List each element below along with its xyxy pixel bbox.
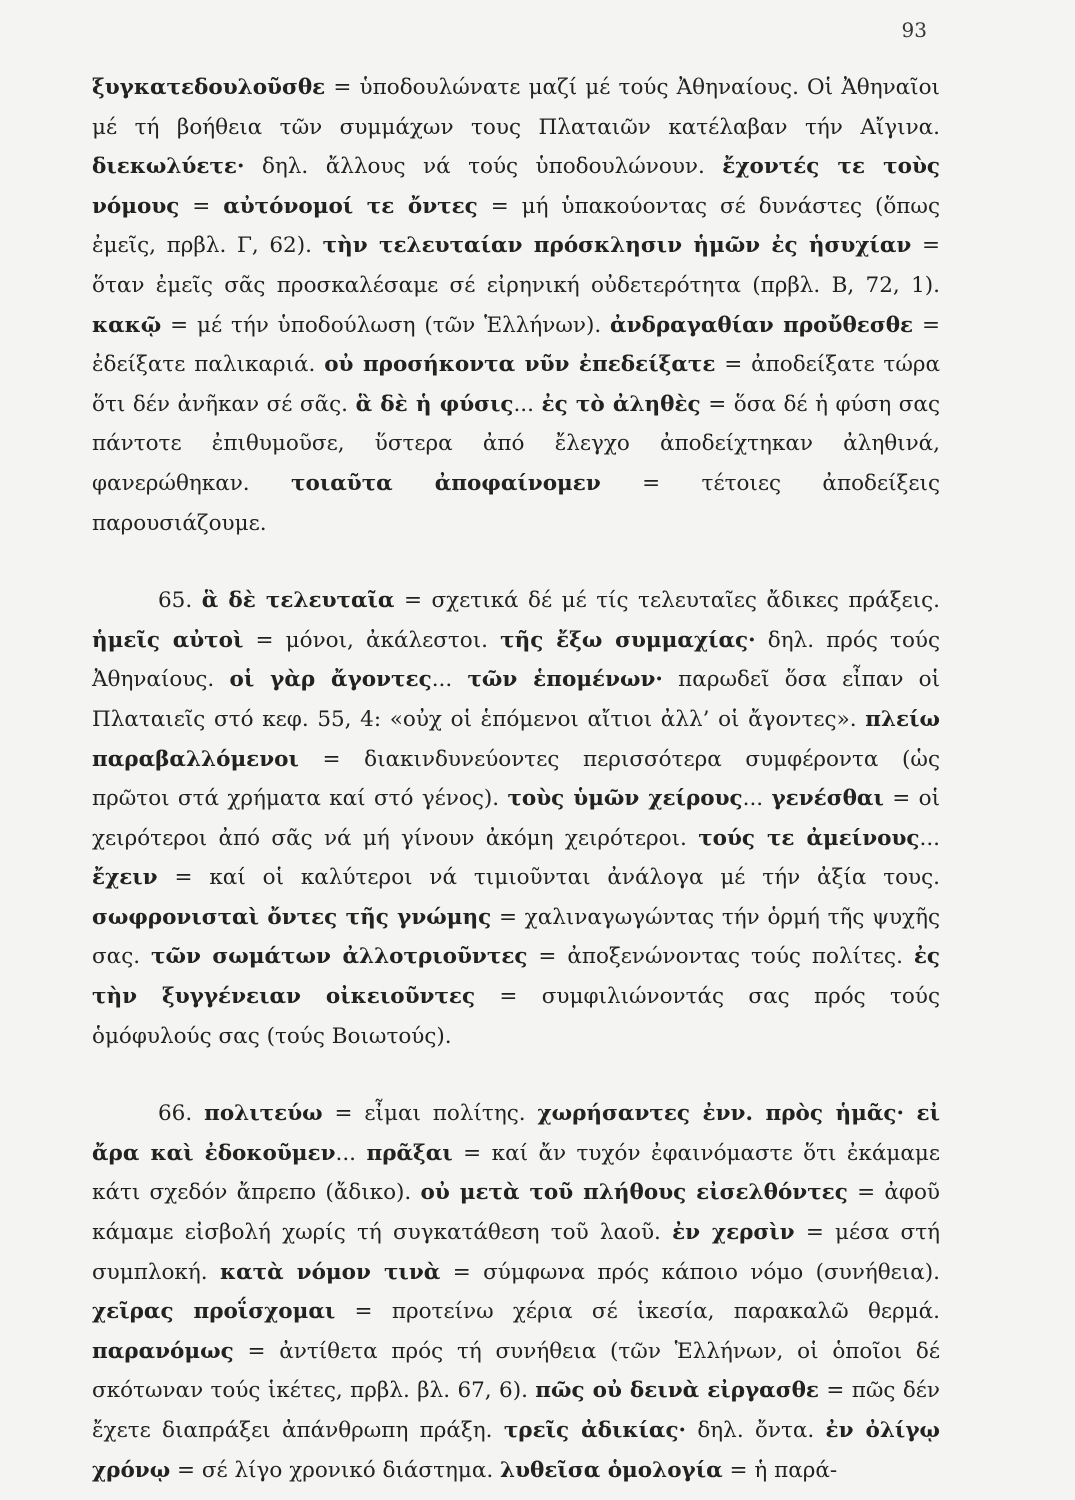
lemma-term: πῶς οὐ δεινὰ εἰργασθε <box>535 1378 819 1404</box>
gloss-text: = ὑποδουλώνατε μαζί μέ τούς Ἀθηναίους. Οἱ Ἀθηναῖοι μέ τή βοήθεια τῶν συμμάχων τους Πλαταιῶν κατέλαβαν τήν Αἴγινα. <box>92 75 940 140</box>
lemma-term: αὐτόνομοί τε ὄντες <box>223 193 478 219</box>
lemma-term: ἀνδραγαθίαν προὔθεσθε <box>610 312 914 338</box>
lemma-term: ἃ δὲ ἡ φύσις <box>355 391 514 417</box>
lemma-term: ἡμεῖς αὐτοὶ <box>92 627 244 653</box>
lemma-term: ἔχοντές τε τοὺς νόμους <box>92 154 940 219</box>
lemma-term: κατὰ νόμον τινὰ <box>219 1259 441 1285</box>
gloss-text: = ἀφοῦ κάμαμε εἰσβολή χωρίς τή συγκατάθεση τοῦ λαοῦ. <box>92 1180 940 1246</box>
paragraph <box>92 1094 940 1490</box>
lemma-term: κακῷ <box>92 312 162 338</box>
lemma-term: τὴν τελευταίαν πρόσκλησιν ἡμῶν ἐς ἡσυχίαν <box>322 233 912 259</box>
gloss-text: ... <box>919 825 940 851</box>
lemma-term: πολιτεύω <box>204 1101 323 1127</box>
gloss-text: = ὅσα δέ ἡ φύση σας πάντοτε ἐπιθυμοῦσε, ὕστερα ἀπό ἔλεγχο ἀποδείχτηκαν ἀληθινά, φανερώθηκαν. <box>92 391 940 496</box>
gloss-text: = σύμφωνα πρός κάποιο νόμο (συνήθεια). <box>440 1259 940 1285</box>
paragraph-gap <box>92 543 940 581</box>
lemma-term: χεῖρας προΐσχομαι <box>92 1299 336 1325</box>
lemma-term: ἐν ὀλίγῳ χρόνῳ <box>92 1418 940 1483</box>
lemma-term: τούς τε ἀμείνους <box>698 825 920 851</box>
gloss-text: = τέτοιες ἀποδείξεις παρουσιάζουμε. <box>92 470 940 536</box>
gloss-text: ... <box>513 391 542 417</box>
gloss-text: = ἡ παρά- <box>722 1457 838 1483</box>
page-number: 93 <box>901 18 927 42</box>
lemma-term: διεκωλύετε· <box>92 154 245 180</box>
gloss-text: = <box>179 193 224 219</box>
gloss-text: = συμφιλιώνοντάς σας πρός τούς ὁμόφυλούς σας (τούς Βοιωτούς). <box>92 984 940 1049</box>
lemma-term: ξυγκατεδουλοῦσθε <box>92 75 326 100</box>
lemma-term: παρανόμως <box>92 1338 234 1364</box>
gloss-text: = μή ὑπακούοντας σέ δυνάστες (ὅπως ἐμεῖς, πρβλ. Γ, 62). <box>92 193 941 259</box>
gloss-text: = εἶμαι πολίτης. <box>322 1101 538 1127</box>
gloss-text: ... <box>742 786 772 812</box>
gloss-text: = ἐδείξατε παλικαριά. <box>92 312 940 378</box>
gloss-text: δηλ. ἄλλους νά τούς ὑποδουλώνουν. <box>244 154 723 180</box>
lemma-term: χωρήσαντες ἐνν. πρὸς ἡμᾶς· εἰ ἄρα καὶ ἐδοκοῦμεν <box>92 1101 941 1166</box>
lemma-term: τοὺς ὑμῶν χείρους <box>507 786 743 812</box>
gloss-text: = χαλιναγωγώντας τήν ὁρμή τῆς ψυχῆς σας. <box>92 904 941 970</box>
gloss-text: = σχετικά δέ μέ τίς τελευταῖες ἄδικες πράξεις. <box>394 588 940 614</box>
gloss-text: δηλ. πρός τούς Ἀθηναίους. <box>92 627 940 693</box>
gloss-text: = μόνοι, ἀκάλεστοι. <box>243 627 501 653</box>
gloss-text: = διακινδυνεύοντες περισσότερα συμφέροντα (ὡς πρῶτοι στά χρήματα καί στό γένος). <box>92 746 940 812</box>
gloss-text: = μέ τήν ὑποδούλωση (τῶν Ἑλλήνων). <box>161 312 611 338</box>
gloss-text: = πῶς δέν ἔχετε διαπράξει ἀπάνθρωπη πράξη. <box>92 1378 941 1443</box>
gloss-text: = καί ἄν τυχόν ἐφαινόμαστε ὅτι ἐκάμαμε κάτι σχεδόν ἄπρεπο (ἄδικο). <box>92 1140 940 1206</box>
lemma-term: λυθεῖσα ὁμολογία <box>500 1457 723 1483</box>
paragraph <box>92 581 940 1056</box>
lemma-term: ἐς τὴν ξυγγένειαν οἰκειοῦντες <box>92 944 941 1010</box>
lemma-term: ἐν χερσὶν <box>672 1220 795 1246</box>
gloss-text: = ἀποδείξατε τώρα ὅτι δέν ἀνῆκαν σέ σᾶς. <box>92 352 941 417</box>
gloss-text: = ὅταν ἐμεῖς σᾶς προσκαλέσαμε σέ εἰρηνική οὐδετερότητα (πρβλ. Β, 72, 1). <box>92 233 940 298</box>
lemma-term: ἐς τὸ ἀληθὲς <box>541 391 701 417</box>
paragraph-gap <box>92 1056 940 1094</box>
lemma-term: πρᾶξαι <box>366 1140 453 1166</box>
gloss-text: = ἀντίθετα πρός τή συνήθεια (τῶν Ἑλλήνων, οἱ ὁποῖοι δέ σκότωναν τούς ἱκέτες, πρβλ. βλ. 67, 6). <box>92 1338 940 1404</box>
paragraph <box>92 68 940 543</box>
gloss-text: παρωδεῖ ὅσα εἶπαν οἱ Πλαταιεῖς στό κεφ. 55, 4: «οὐχ οἱ ἑπόμενοι αἴτιοι ἀλλ’ οἱ ἄγοντες». <box>92 667 941 732</box>
lemma-term: οὐ μετὰ τοῦ πλήθους εἰσελθόντες <box>420 1180 848 1206</box>
gloss-text: 65. <box>158 588 202 614</box>
commentary-text <box>92 68 940 1490</box>
lemma-term: σωφρονισταὶ ὄντες τῆς γνώμης <box>92 904 492 930</box>
lemma-term: οἱ γὰρ ἄγοντες <box>229 667 432 693</box>
gloss-text: ... <box>431 667 468 693</box>
gloss-text: = μέσα στή συμπλοκή. <box>92 1220 940 1285</box>
lemma-term: τῶν ἑπομένων· <box>467 667 663 693</box>
lemma-term: πλείω παραβαλλόμενοι <box>92 706 940 772</box>
lemma-term: τρεῖς ἀδικίας· <box>503 1418 687 1443</box>
lemma-term: τῶν σωμάτων ἀλλοτριοῦντες <box>151 944 528 970</box>
gloss-text: = ἀποξενώνοντας τούς πολίτες. <box>527 944 914 970</box>
gloss-text: = καί οἱ καλύτεροι νά τιμιοῦνται ἀνάλογα μέ τήν ἀξία τους. <box>157 865 940 891</box>
lemma-term: τῆς ἔξω συμμαχίας· <box>500 627 756 653</box>
lemma-term: γενέσθαι <box>771 786 884 812</box>
gloss-text: 66. <box>158 1101 205 1127</box>
gloss-text: = οἱ χειρότεροι ἀπό σᾶς νά μή γίνουν ἀκόμη χειρότεροι. <box>92 786 941 851</box>
lemma-term: ἃ δὲ τελευταῖα <box>201 588 395 614</box>
gloss-text: = προτείνω χέρια σέ ἱκεσία, παρακαλῶ θερμά. <box>335 1299 940 1325</box>
gloss-text: ... <box>335 1140 367 1166</box>
lemma-term: τοιαῦτα ἀποφαίνομεν <box>291 470 601 496</box>
lemma-term: οὐ προσήκοντα νῦν ἐπεδείξατε <box>324 352 716 378</box>
gloss-text: = σέ λίγο χρονικό διάστημα. <box>170 1457 501 1483</box>
lemma-term: ἔχειν <box>92 865 158 891</box>
gloss-text: δηλ. ὄντα. <box>686 1418 826 1443</box>
